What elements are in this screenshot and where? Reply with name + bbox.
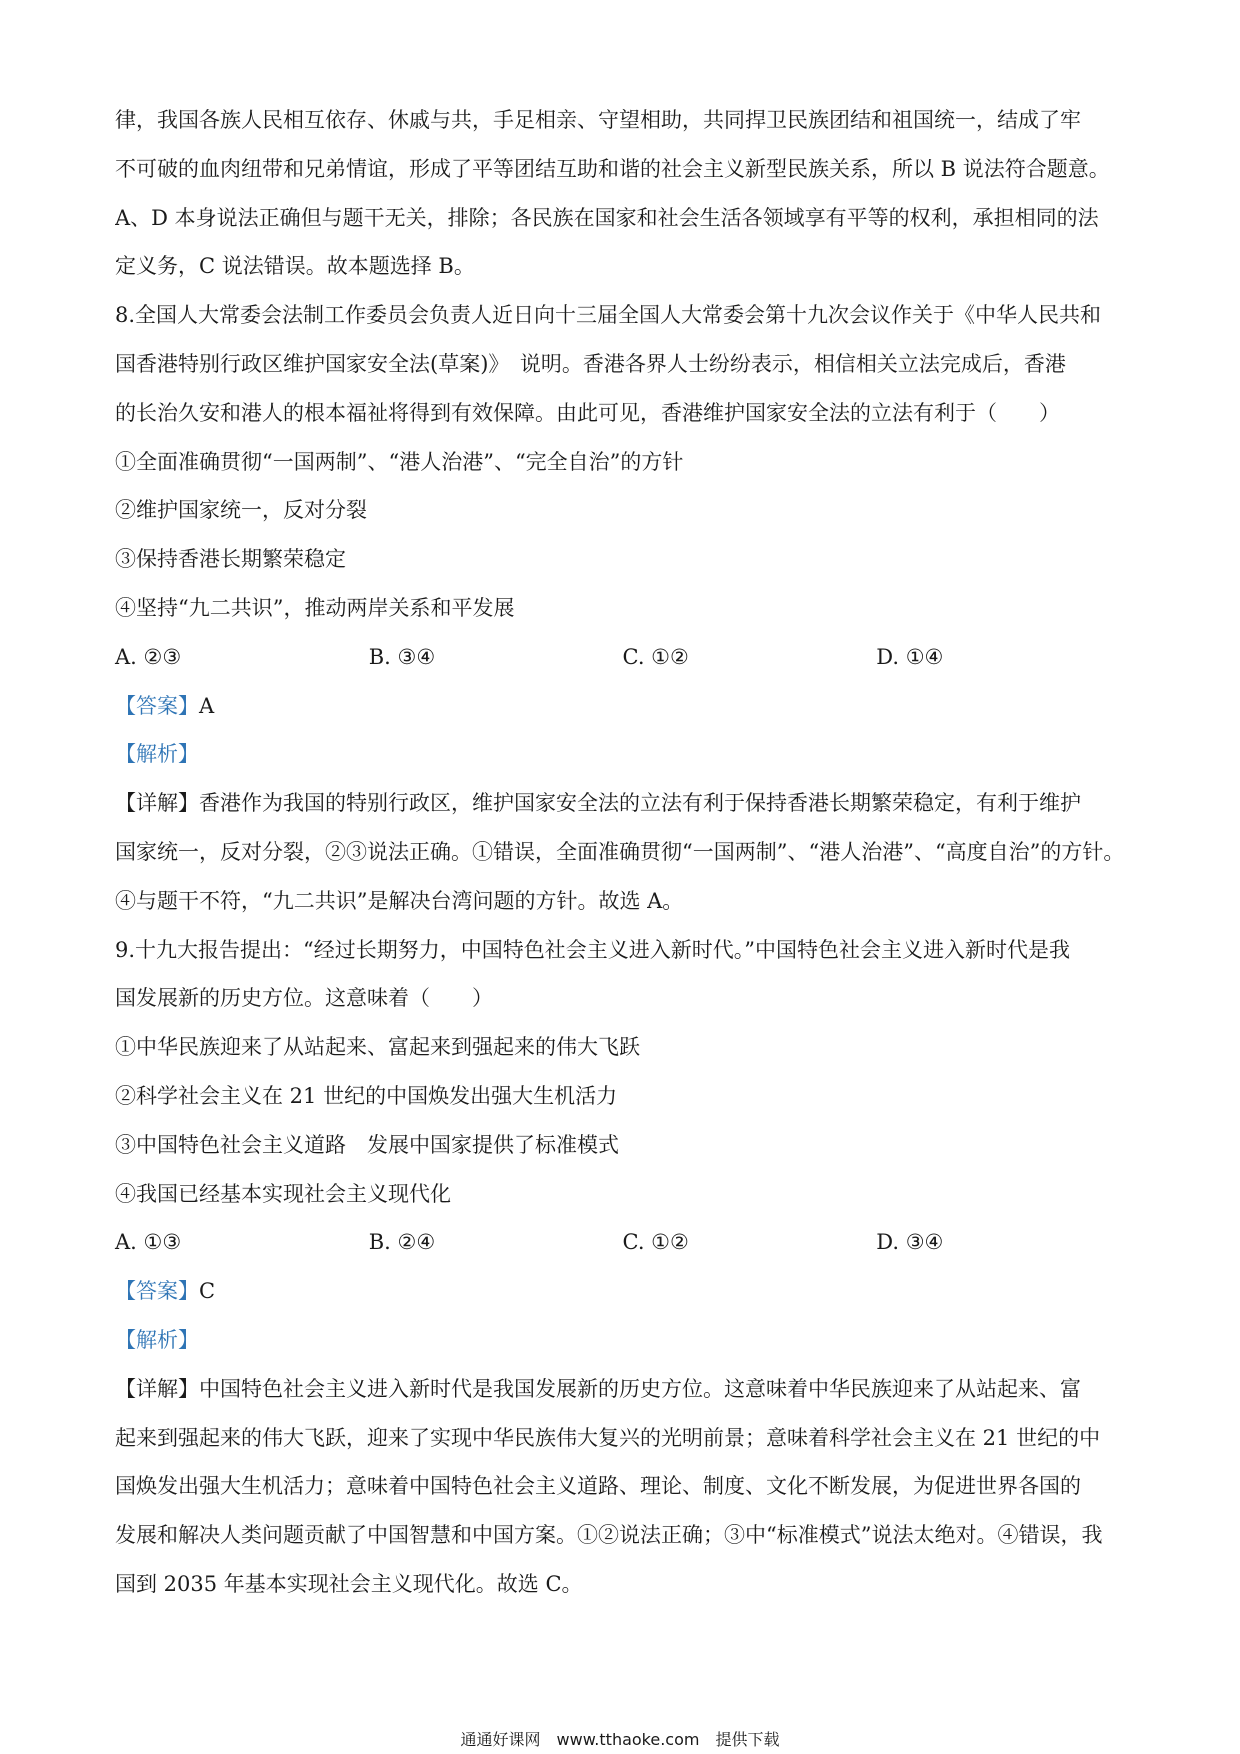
q8-detail-line: ④与题干不符，“九二共识”是解决台湾问题的方针。故选 A。 bbox=[115, 888, 684, 913]
detail-tag: 【详解】 bbox=[115, 1376, 199, 1401]
page-footer: 通通好课网 www.tthaoke.com 提供下载 bbox=[460, 1730, 780, 1749]
answer-tag: 【答案】 bbox=[115, 693, 199, 718]
q8-item: ④坚持“九二共识”，推动两岸关系和平发展 bbox=[115, 595, 515, 620]
q9-option-b: B. ②④ bbox=[368, 1230, 436, 1255]
q9-item: ②科学社会主义在 21 世纪的中国焕发出强大生机活力 bbox=[115, 1083, 618, 1108]
text-line: 律，我国各族人民相互依存、休戚与共，手足相亲、守望相助，共同捍卫民族团结和祖国统一，结成了牢 bbox=[115, 108, 1081, 132]
q9-option-d: D. ③④ bbox=[876, 1230, 944, 1255]
q8-answer bbox=[115, 682, 1130, 731]
q8-options bbox=[115, 633, 1130, 682]
answer-value: C bbox=[199, 1279, 216, 1304]
q8-option-d: D. ①④ bbox=[876, 644, 944, 669]
q8-item: ②维护国家统一，反对分裂 bbox=[115, 498, 367, 523]
q9-option-c: C. ①② bbox=[622, 1230, 689, 1255]
q9-detail-line bbox=[115, 1365, 1130, 1414]
q9-stem-line: 9.十九大报告提出：“经过长期努力，中国特色社会主义进入新时代。”中国特色社会主义进入新时代是我 bbox=[115, 937, 1071, 962]
q8-item: ①全面准确贯彻“一国两制”、“港人治港”、“完全自治”的方针 bbox=[115, 449, 684, 474]
q8-stem-line: 的长治久安和港人的根本福祉将得到有效保障。由此可见，香港维护国家安全法的立法有利于（ ） bbox=[115, 400, 1060, 425]
q9-answer bbox=[115, 1267, 1130, 1316]
q9-stem-line: 国发展新的历史方位。这意味着（ ） bbox=[115, 986, 493, 1011]
q8-analysis bbox=[115, 730, 1130, 779]
q9-option-a: A. ①③ bbox=[115, 1230, 182, 1255]
q9-item: ①中华民族迎来了从站起来、富起来到强起来的伟大飞跃 bbox=[115, 1035, 640, 1060]
page-content bbox=[115, 96, 1130, 1609]
answer-value: A bbox=[199, 693, 215, 718]
q9-detail-line: 发展和解决人类问题贡献了中国智慧和中国方案。①②说法正确；③中“标准模式”说法太绝对。④错误，我 bbox=[115, 1523, 1103, 1548]
q9-analysis bbox=[115, 1316, 1130, 1365]
q8-detail-line bbox=[115, 779, 1130, 828]
q8-detail-line: 国家统一，反对分裂，②③说法正确。①错误，全面准确贯彻“一国两制”、“港人治港”、“高度自治”的方针。 bbox=[115, 839, 1125, 864]
detail-text: 中国特色社会主义进入新时代是我国发展新的历史方位。这意味着中华民族迎来了从站起来、富 bbox=[199, 1376, 1081, 1401]
q9-detail-line: 起来到强起来的伟大飞跃，迎来了实现中华民族伟大复兴的光明前景；意味着科学社会主义在 21 世纪的中 bbox=[115, 1425, 1101, 1450]
q8-stem-line: 8.全国人大常委会法制工作委员会负责人近日向十三届全国人大常委会第十九次会议作关于《中华人民共和 bbox=[115, 303, 1102, 328]
q8-option-c: C. ①② bbox=[622, 644, 689, 669]
answer-tag: 【答案】 bbox=[115, 1279, 199, 1304]
q8-option-b: B. ③④ bbox=[368, 644, 436, 669]
detail-text: 香港作为我国的特别行政区，维护国家安全法的立法有利于保持香港长期繁荣稳定，有利于维护 bbox=[199, 791, 1081, 816]
q8-item: ③保持香港长期繁荣稳定 bbox=[115, 547, 346, 572]
q9-item: ③中国特色社会主义道路 发展中国家提供了标准模式 bbox=[115, 1132, 619, 1157]
q8-stem-line: 国香港特别行政区维护国家安全法(草案)》 说明。香港各界人士纷纷表示，相信相关立法完成后，香港 bbox=[115, 351, 1066, 376]
analysis-tag: 【解析】 bbox=[115, 742, 199, 767]
text-line: A、D 本身说法正确但与题干无关，排除；各民族在国家和社会生活各领域享有平等的权利，承担相同的法 bbox=[115, 205, 1099, 230]
q9-item: ④我国已经基本实现社会主义现代化 bbox=[115, 1181, 451, 1206]
q9-detail-line: 国焕发出强大生机活力；意味着中国特色社会主义道路、理论、制度、文化不断发展，为促进世界各国的 bbox=[115, 1474, 1081, 1499]
text-line: 定义务，C 说法错误。故本题选择 B。 bbox=[115, 254, 475, 279]
q8-option-a: A. ②③ bbox=[115, 644, 182, 669]
q9-options bbox=[115, 1218, 1130, 1267]
q9-detail-line: 国到 2035 年基本实现社会主义现代化。故选 C。 bbox=[115, 1571, 583, 1596]
detail-tag: 【详解】 bbox=[115, 791, 199, 816]
analysis-tag: 【解析】 bbox=[115, 1327, 199, 1352]
text-line: 不可破的血肉纽带和兄弟情谊，形成了平等团结互助和谐的社会主义新型民族关系，所以 B 说法符合题意。 bbox=[115, 156, 1110, 181]
